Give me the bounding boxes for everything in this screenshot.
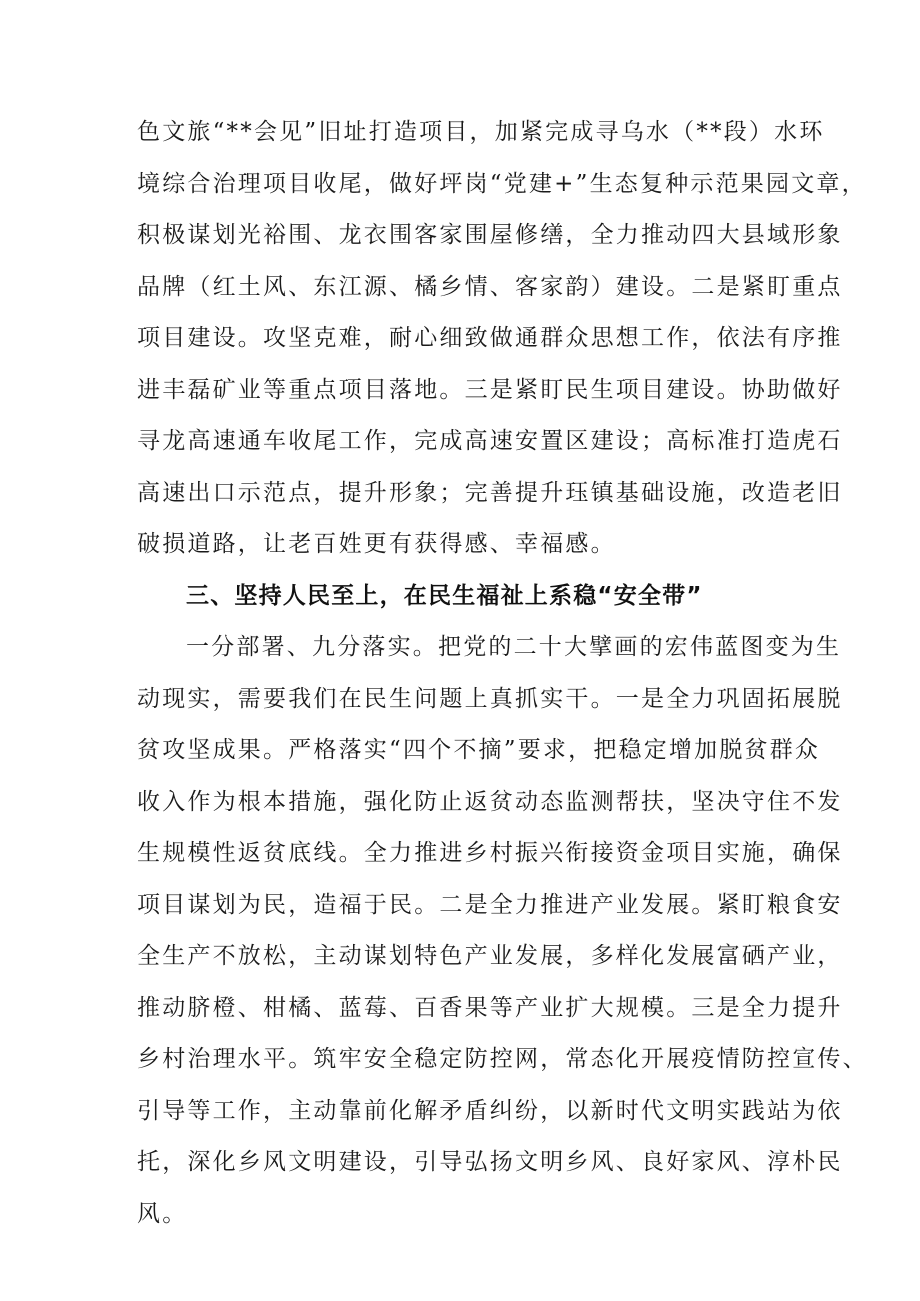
body-text-line: 风。	[137, 1201, 188, 1227]
body-text-line: 项目谋划为民，造福于民。二是全力推进产业发展。紧盯粮食安	[137, 892, 843, 918]
body-text-line: 一分部署、九分落实。把党的二十大擘画的宏伟蓝图变为生	[186, 634, 842, 660]
body-text-line: 全生产不放松，主动谋划特色产业发展，多样化发展富硒产业，	[137, 943, 843, 969]
body-text-line: 动现实，需要我们在民生问题上真抓实干。一是全力巩固拓展脱	[137, 686, 843, 712]
body-text-line: 推动脐橙、柑橘、蓝莓、百香果等产业扩大规模。三是全力提升	[137, 995, 843, 1021]
body-text-line: 寻龙高速通车收尾工作，完成高速安置区建设；高标准打造虎石	[137, 428, 843, 454]
body-text-line: 收入作为根本措施，强化防止返贫动态监测帮扶，坚决守住不发	[137, 789, 843, 815]
body-text-line: 高速出口示范点，提升形象；完善提升珏镇基础设施，改造老旧	[137, 480, 843, 506]
body-text-line: 贫攻坚成果。严格落实“四个不摘”要求，把稳定增加脱贫群众	[137, 737, 821, 763]
body-text-line: 色文旅“**会见”旧址打造项目，加紧完成寻乌水（**段）水环	[137, 119, 825, 145]
body-text-line: 进丰磊矿业等重点项目落地。三是紧盯民生项目建设。协助做好	[137, 377, 843, 403]
section-heading: 三、坚持人民至上，在民生福祉上系稳“安全带”	[186, 583, 703, 609]
body-text-line: 引导等工作，主动靠前化解矛盾纠纷，以新时代文明实践站为依	[137, 1098, 843, 1124]
body-text-line: 项目建设。攻坚克难，耐心细致做通群众思想工作，依法有序推	[137, 325, 843, 351]
body-text-line: 破损道路，让老百姓更有获得感、幸福感。	[137, 531, 616, 557]
body-text-line: 乡村治理水平。筑牢安全稳定防控网，常态化开展疫情防控宣传、	[137, 1046, 868, 1072]
body-text-line: 品牌（红土风、东江源、橘乡情、客家韵）建设。二是紧盯重点	[137, 274, 843, 300]
body-text-line: 积极谋划光裕围、龙衣围客家围屋修缮，全力推动四大县域形象	[137, 222, 843, 248]
body-text-line: 生规模性返贫底线。全力推进乡村振兴衔接资金项目实施，确保	[137, 840, 843, 866]
body-text-line: 境综合治理项目收尾，做好坪岗“党建+”生态复种示范果园文章，	[137, 171, 867, 197]
body-text-line: 托，深化乡风文明建设，引导弘扬文明乡风、良好家风、淳朴民	[137, 1149, 843, 1175]
